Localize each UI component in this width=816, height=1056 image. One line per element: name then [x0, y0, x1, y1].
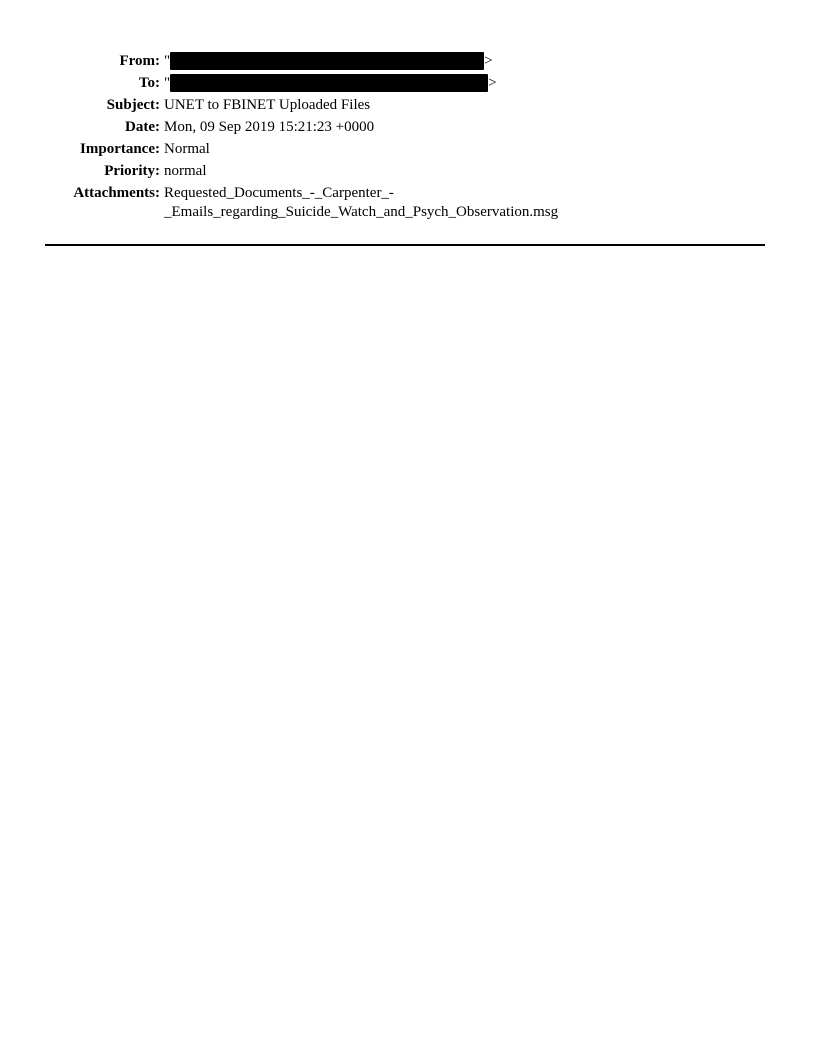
- from-value: [160, 52, 816, 71]
- to-close-bracket: >: [488, 75, 497, 91]
- importance-row: [0, 140, 816, 162]
- attachment-name-line-2: _Emails_regarding_Suicide_Watch_and_Psych_Observation.msg: [164, 204, 559, 220]
- from-close-bracket: >: [484, 53, 493, 69]
- priority-value: normal: [164, 163, 207, 179]
- date-label: Date:: [125, 119, 160, 135]
- priority-row: [0, 162, 816, 184]
- redaction-box: [170, 52, 484, 70]
- date-row: [0, 118, 816, 140]
- email-header: [0, 52, 816, 224]
- attachments-row: [0, 184, 816, 224]
- attachment-name-line-1: Requested_Documents_-_Carpenter_-: [164, 185, 394, 201]
- date-value: Mon, 09 Sep 2019 15:21:23 +0000: [164, 119, 375, 135]
- attachment-file-link[interactable]: [160, 184, 816, 222]
- subject-value: UNET to FBINET Uploaded Files: [164, 97, 371, 113]
- redaction-box: [170, 74, 488, 92]
- from-open-quote: ": [164, 53, 171, 69]
- importance-label: Importance:: [80, 141, 160, 157]
- importance-value: Normal: [164, 141, 210, 157]
- from-row: [0, 52, 816, 74]
- subject-label: Subject:: [106, 97, 160, 113]
- to-row: [0, 74, 816, 96]
- priority-label: Priority:: [104, 163, 160, 179]
- to-label: To:: [138, 75, 160, 91]
- to-value: [160, 74, 816, 93]
- to-open-quote: ": [164, 75, 171, 91]
- subject-row: [0, 96, 816, 118]
- attachments-label: Attachments:: [73, 185, 160, 201]
- header-divider: [45, 244, 765, 246]
- from-label: From:: [119, 53, 160, 69]
